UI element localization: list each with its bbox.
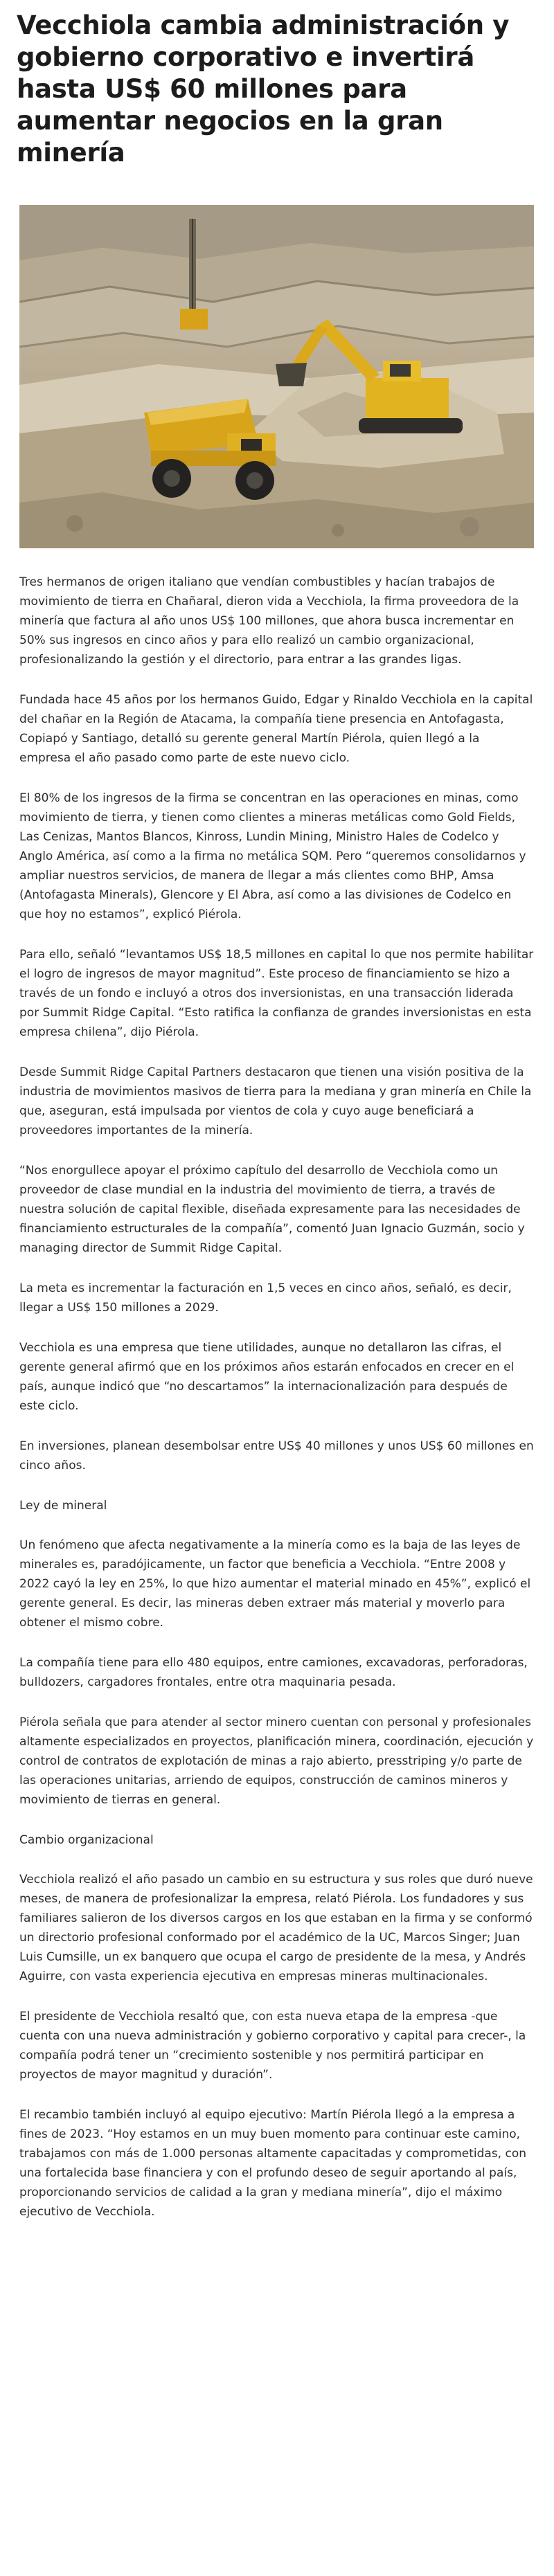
- paragraph: En inversiones, planean desembolsar entre US$ 40 millones y unos US$ 60 millones en cinco años.: [19, 1439, 534, 1472]
- section-subheading: Ley de mineral: [19, 1499, 107, 1513]
- paragraph: Vecchiola es una empresa que tiene utilidades, aunque no detallaron las cifras, el gerente general afirmó que en los próximos años estarán enfocados en crecer en el país, aunque indicó que “no descartamos” la internacionalización para después de este ciclo.: [19, 1341, 515, 1413]
- paragraph: El presidente de Vecchiola resaltó que, con esta nueva etapa de la empresa -que cuenta con una nueva administración y gobierno corporativo y capital para crecer-, la compañía podrá tener un “crecimiento sostenible y nos permitirá participar en proyectos de mayor magnitud y duración”.: [19, 2010, 526, 2082]
- article-body: [19, 573, 534, 2242]
- article-headline: Vecchiola cambia administración y gobierno corporativo e invertirá hasta US$ 60 millones para aumentar negocios en la gran minería: [17, 10, 510, 168]
- paragraph: Piérola señala que para atender al sector minero cuentan con personal y profesionales altamente especializados en proyectos, planificación minera, coordinación, ejecución y control de contratos de explotación de minas a rajo abierto, presstriping y/o parte de las operaciones unitarias, arriendo de equipos, construcción de caminos mineros y movimiento de tierras en general.: [19, 1715, 534, 1807]
- paragraph: Desde Summit Ridge Capital Partners destacaron que tienen una visión positiva de la industria de movimientos masivos de tierra para la mediana y gran minería en Chile la que, aseguran, está impulsada por vientos de cola y cuyo auge beneficiará a proveedores importantes de la minería.: [19, 1065, 532, 1137]
- paragraph: El recambio también incluyó al equipo ejecutivo: Martín Piérola llegó a la empresa a fines de 2023. “Hoy estamos en un muy buen momento para continuar este camino, trabajamos con más de 1.000 personas altamente capacitadas y comprometidas, con una fortalecida base financiera y con el profundo deseo de seguir aportando al país, proporcionando servicios de calidad a la gran y mediana minería”, dijo el máximo ejecutivo de Vecchiola.: [19, 2108, 527, 2219]
- mining-excavator-image: [19, 205, 534, 548]
- paragraph: La meta es incrementar la facturación en 1,5 veces en cinco años, señaló, es decir, llegar a US$ 150 millones a 2029.: [19, 1281, 512, 1315]
- section-subheading: Cambio organizacional: [19, 1833, 154, 1847]
- paragraph: El 80% de los ingresos de la firma se concentran en las operaciones en minas, como movimiento de tierra, y tienen como clientes a mineras metálicas como Gold Fields, Las Cenizas, Mantos Blancos, Kinross, Lundin Mining, Ministro Hales de Codelco y Anglo América, así como a la firma no metálica SQM. Pero “queremos consolidarnos y ampliar nuestros servicios, de manera de llegar a más clientes como BHP, Amsa (Antofagasta Minerals), Glencore y El Abra, así como a las divisiones de Codelco en que hoy no estamos”, explicó Piérola.: [19, 791, 526, 921]
- paragraph: La compañía tiene para ello 480 equipos, entre camiones, excavadoras, perforadoras, bulldozers, cargadores frontales, entre otra maquinaria pesada.: [19, 1656, 528, 1689]
- paragraph: “Nos enorgullece apoyar el próximo capítulo del desarrollo de Vecchiola como un proveedor de clase mundial en la industria del movimiento de tierra, a través de nuestra solución de capital flexible, diseñada expresamente para las necesidades de financiamiento estructurales de la compañía”, comentó Juan Ignacio Guzmán, socio y managing director de Summit Ridge Capital.: [19, 1164, 525, 1255]
- article-photo: [19, 205, 534, 548]
- paragraph: Para ello, señaló “levantamos US$ 18,5 millones en capital lo que nos permite habilitar el logro de ingresos de mayor magnitud”. Este proceso de financiamiento se hizo a través de un fondo e incluyó a otros dos inversionistas, en una transacción liderada por Summit Ridge Capital. “Esto ratifica la confianza de grandes inversionistas en esta empresa chilena”, dijo Piérola.: [19, 948, 534, 1039]
- paragraph: Un fenómeno que afecta negativamente a la minería como es la baja de las leyes de minerales es, paradójicamente, un factor que beneficia a Vecchiola. “Entre 2008 y 2022 cayó la ley en 25%, lo que hizo aumentar el material minado en 45%”, explicó el gerente general. Es decir, las mineras deben extraer más material y moverlo para obtener el mismo cobre.: [19, 1538, 531, 1630]
- paragraph: Fundada hace 45 años por los hermanos Guido, Edgar y Rinaldo Vecchiola en la capital del chañar en la Región de Atacama, la compañía tiene presencia en Antofagasta, Copiapó y Santiago, detalló su gerente general Martín Piérola, quien llegó a la empresa el año pasado como parte de este nuevo ciclo.: [19, 693, 533, 765]
- paragraph: Vecchiola realizó el año pasado un cambio en su estructura y sus roles que duró nueve meses, de manera de profesionalizar la empresa, relató Piérola. Los fundadores y sus familiares salieron de los diversos cargos en los que estaban en la firma y se conformó un directorio profesional conformado por el académico de la UC, Marcos Singer; Juan Luis Cumsille, un ex banquero que ocupa el cargo de presidente de la mesa, y Andrés Aguirre, con vasta experiencia ejecutiva en empresas mineras multinacionales.: [19, 1873, 533, 1983]
- paragraph: Tres hermanos de origen italiano que vendían combustibles y hacían trabajos de movimiento de tierra en Chañaral, dieron vida a Vecchiola, la firma proveedora de la minería que factura al año unos US$ 100 millones, que ahora busca incrementar en 50% sus ingresos en cinco años y para ello realizó un cambio organizacional, profesionalizando la gestión y el directorio, para entrar a las grandes ligas.: [19, 575, 519, 667]
- article: [17, 0, 537, 2219]
